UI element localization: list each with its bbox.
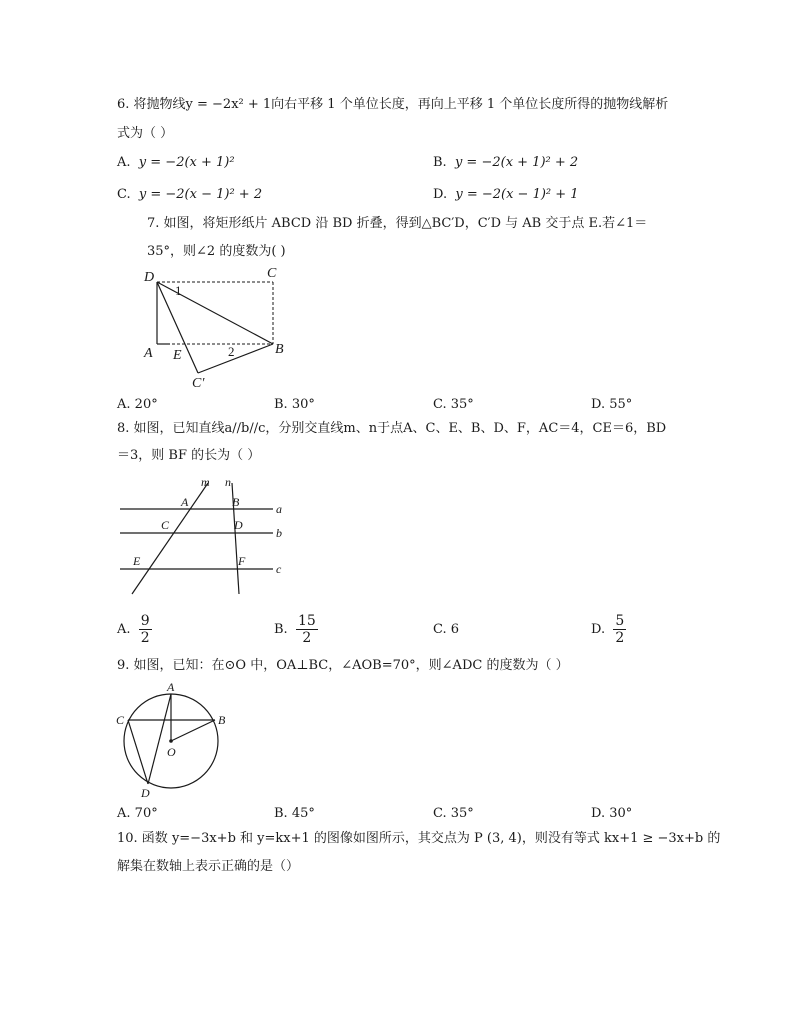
- q6-option-b: [433, 154, 578, 172]
- q8-label-m: m: [201, 475, 210, 489]
- fraction: [139, 613, 152, 646]
- q8-label-f: F: [238, 554, 246, 568]
- q7-label-c: C: [267, 266, 277, 281]
- option-text: 6: [450, 622, 460, 637]
- option-text: 30°: [291, 397, 315, 412]
- q7-label-a: A: [144, 346, 153, 361]
- q8-label-c: C: [161, 518, 170, 532]
- option-text: y = −2(x + 1)² + 2: [454, 155, 579, 170]
- q8-option-c: [433, 610, 459, 650]
- q9-option-b: [274, 805, 315, 823]
- q8-label-line-c: c: [276, 562, 282, 576]
- q6-stem-line1: 6. 将抛物线y = −2x² + 1向右平移 1 个单位长度，再向上平移 1 个单位长度所得的抛物线解析: [117, 97, 669, 112]
- option-text: y = −2(x + 1)²: [138, 155, 235, 170]
- q9-option-d: [591, 805, 632, 823]
- option-label: B.: [274, 622, 288, 637]
- q8-label-a: A: [181, 495, 189, 509]
- option-label: C.: [433, 806, 447, 821]
- option-label: B.: [433, 155, 447, 170]
- q8-label-e: E: [133, 554, 141, 568]
- option-text: 55°: [609, 397, 633, 412]
- q6-option-a: [117, 154, 235, 172]
- option-label: C.: [117, 187, 131, 202]
- q9-option-c: [433, 805, 474, 823]
- q8-label-n: n: [225, 475, 231, 489]
- q8-label-line-b: b: [276, 526, 282, 540]
- q10-stem-line2: 解集在数轴上表示正确的是（）: [117, 859, 300, 874]
- q7-angle-2: 2: [228, 344, 235, 359]
- fraction: [296, 613, 318, 646]
- q8-option-b: [274, 610, 318, 650]
- option-label: B.: [274, 806, 288, 821]
- option-label: D.: [591, 397, 606, 412]
- q7-option-c: [433, 396, 474, 414]
- option-label: A.: [117, 155, 131, 170]
- q8-label-d: D: [234, 518, 243, 532]
- q9-option-a: [117, 805, 158, 823]
- option-label: D.: [433, 187, 448, 202]
- q7-angle-1: 1: [175, 283, 182, 298]
- q8-figure: [115, 475, 290, 600]
- fraction: [613, 613, 626, 646]
- q6-option-d: [433, 186, 579, 204]
- option-text: 45°: [291, 806, 315, 821]
- q8-stem-line1: 8. 如图，已知直线a//b//c，分别交直线m、n于点A、C、E、B、D、F，AC＝4，CE＝6，BD: [117, 421, 667, 436]
- q7-option-d: [591, 396, 632, 414]
- option-label: C.: [433, 622, 447, 637]
- denominator: 2: [615, 630, 625, 646]
- q9-label-c: C: [116, 713, 125, 727]
- option-text: 35°: [450, 806, 474, 821]
- option-text: 70°: [134, 806, 158, 821]
- numerator: 9: [140, 613, 150, 629]
- q8-stem-line2: ＝3，则 BF 的长为（ ）: [117, 448, 261, 463]
- q9-label-o: O: [167, 745, 176, 759]
- q7-label-b: B: [275, 342, 284, 357]
- option-label: C.: [433, 397, 447, 412]
- q8-label-b: B: [232, 495, 240, 509]
- option-text: 20°: [134, 397, 158, 412]
- numerator: 5: [615, 613, 625, 629]
- q10-stem-line1: 10. 函数 y=−3x+b 和 y=kx+1 的图像如图所示，其交点为 P (3, 4)，则没有等式 kx+1 ≥ −3x+b 的: [117, 831, 721, 846]
- option-text: y = −2(x − 1)² + 2: [138, 187, 263, 202]
- option-text: y = −2(x − 1)² + 1: [455, 187, 579, 202]
- q7-figure: [140, 262, 300, 392]
- q6-option-c: [117, 186, 262, 204]
- q7-stem-line2: 35°，则∠2 的度数为( ): [147, 244, 286, 259]
- q9-label-a: A: [167, 680, 175, 694]
- numerator: 15: [297, 613, 316, 629]
- q9-label-b: B: [218, 713, 226, 727]
- option-label: D.: [591, 806, 606, 821]
- denominator: 2: [140, 630, 150, 646]
- option-label: A.: [117, 806, 131, 821]
- denominator: 2: [296, 629, 318, 646]
- option-label: D.: [591, 622, 606, 637]
- option-label: A.: [117, 397, 131, 412]
- q8-option-d: [591, 610, 626, 650]
- q8-option-a: [117, 610, 152, 650]
- q7-label-e: E: [173, 348, 182, 363]
- option-text: 35°: [450, 397, 474, 412]
- option-label: B.: [274, 397, 288, 412]
- q7-option-a: [117, 396, 158, 414]
- q7-label-c-prime: C′: [192, 376, 205, 391]
- q9-stem: 9. 如图，已知：在⊙O 中，OA⊥BC，∠AOB=70°，则∠ADC 的度数为（ ）: [117, 658, 569, 673]
- q7-label-d: D: [144, 270, 155, 285]
- q7-stem-line1: 7. 如图，将矩形纸片 ABCD 沿 BD 折叠，得到△BC′D，C′D 与 AB 交于点 E.若∠1＝: [147, 216, 648, 231]
- q9-label-d: D: [141, 786, 150, 800]
- option-label: A.: [117, 622, 131, 637]
- q8-label-line-a: a: [276, 502, 282, 516]
- q6-stem-line2: 式为（ ）: [117, 126, 174, 141]
- option-text: 30°: [609, 806, 633, 821]
- q7-option-b: [274, 396, 315, 414]
- q9-figure: [112, 678, 237, 803]
